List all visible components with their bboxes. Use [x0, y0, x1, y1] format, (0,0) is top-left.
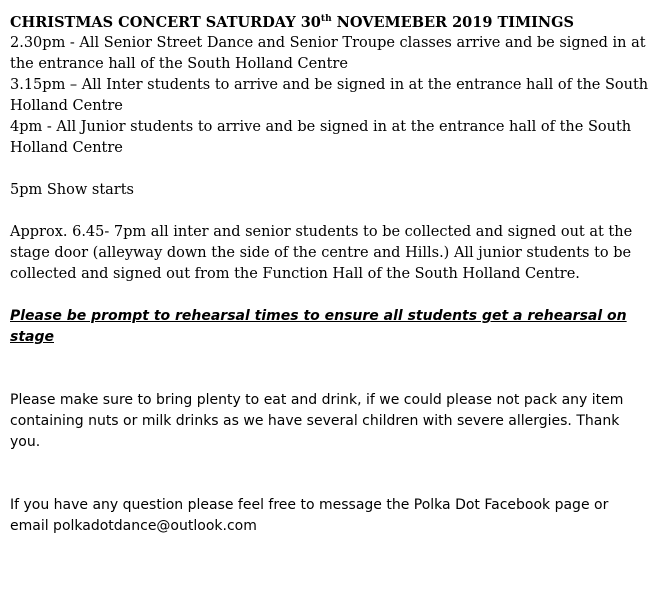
document-title	[10, 12, 650, 33]
spacer	[10, 348, 650, 390]
show-start: 5pm Show starts	[10, 182, 135, 198]
timing-junior: 4pm - All Junior students to arrive and be signed in at the entrance hall of the South Holland Centre	[10, 119, 632, 156]
title-text-end: NOVEMEBER 2019 TIMINGS	[331, 14, 575, 31]
timing-senior: 2.30pm - All Senior Street Dance and Senior Troupe classes arrive and be signed in at the entrance hall of the South Holland Centre	[10, 35, 646, 72]
title-ordinal-suffix: th	[320, 14, 332, 25]
timing-inter: 3.15pm – All Inter students to arrive and be signed in at the entrance hall of the South Holland Centre	[10, 77, 649, 114]
rehearsal-notice: Please be prompt to rehearsal times to ensure all students get a rehearsal on stage	[10, 308, 627, 345]
contact-notice: If you have any question please feel free to message the Polka Dot Facebook page or email polkadotdance@outlook.com	[10, 497, 609, 534]
spacer	[10, 285, 650, 306]
spacer	[10, 201, 650, 222]
document	[10, 12, 650, 537]
title-text: CHRISTMAS CONCERT SATURDAY 30	[10, 14, 321, 31]
spacer	[10, 453, 650, 495]
spacer	[10, 159, 650, 180]
collection-info: Approx. 6.45- 7pm all inter and senior students to be collected and signed out at the stage door (alleyway down the side of the centre and Hills.) All junior students to be collected and signed out from the Function Hall of the South Holland Centre.	[10, 224, 633, 282]
food-notice: Please make sure to bring plenty to eat and drink, if we could please not pack any item containing nuts or milk drinks as we have several children with severe allergies. Thank you.	[10, 392, 624, 450]
